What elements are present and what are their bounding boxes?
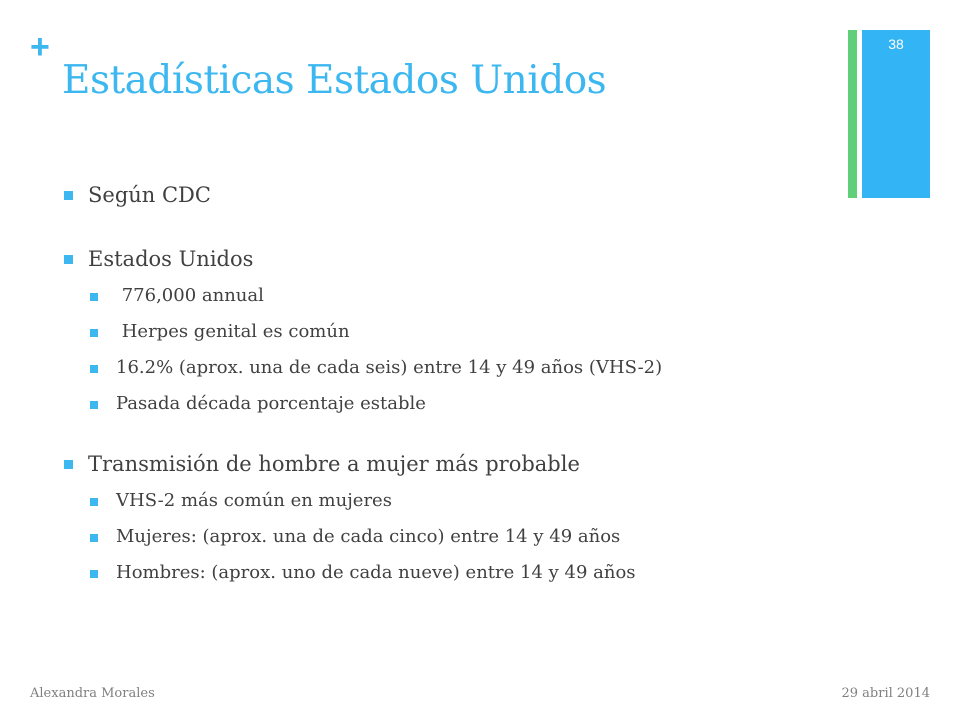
sub-bullet	[64, 526, 834, 548]
square-bullet-icon	[90, 498, 98, 506]
page-number: 38	[888, 36, 904, 52]
sub-bullet-text: 776,000 annual	[116, 285, 264, 306]
plus-icon: +	[30, 28, 50, 66]
square-bullet-icon	[64, 460, 73, 469]
sub-bullet	[64, 357, 834, 379]
sub-bullet-text: Herpes genital es común	[116, 321, 350, 342]
bullet-text: Estados Unidos	[88, 247, 254, 271]
sub-bullet-text: Hombres: (aprox. uno de cada nueve) entre 14 y 49 años	[116, 562, 636, 583]
square-bullet-icon	[90, 534, 98, 542]
bullet-text: Transmisión de hombre a mujer más probable	[88, 452, 580, 476]
footer-author: Alexandra Morales	[30, 686, 155, 701]
accent-bar-blue	[862, 30, 930, 198]
sub-bullet-text: 16.2% (aprox. una de cada seis) entre 14 y 49 años (VHS-2)	[116, 357, 663, 378]
sub-bullet-text: Mujeres: (aprox. una de cada cinco) entre 14 y 49 años	[116, 526, 621, 547]
bullet-text: Según CDC	[88, 183, 211, 207]
sub-bullet	[64, 490, 834, 512]
square-bullet-icon	[64, 255, 73, 264]
bullet-list	[64, 176, 834, 584]
square-bullet-icon	[90, 329, 98, 337]
sub-bullet	[64, 562, 834, 584]
bullet-transmision	[64, 449, 834, 479]
square-bullet-icon	[64, 191, 73, 200]
footer-date: 29 abril 2014	[841, 686, 930, 701]
square-bullet-icon	[90, 570, 98, 578]
bullet-estados-unidos	[64, 244, 834, 274]
sub-bullet	[64, 321, 834, 343]
square-bullet-icon	[90, 365, 98, 373]
sub-bullet	[64, 393, 834, 415]
sub-bullet	[64, 285, 834, 307]
accent-bar-green	[848, 30, 857, 198]
sub-bullet-text: Pasada década porcentaje estable	[116, 393, 426, 414]
slide-title: Estadísticas Estados Unidos	[62, 58, 607, 103]
bullet-segun-cdc	[64, 180, 834, 210]
square-bullet-icon	[90, 293, 98, 301]
square-bullet-icon	[90, 401, 98, 409]
sub-bullet-text: VHS-2 más común en mujeres	[116, 490, 392, 511]
